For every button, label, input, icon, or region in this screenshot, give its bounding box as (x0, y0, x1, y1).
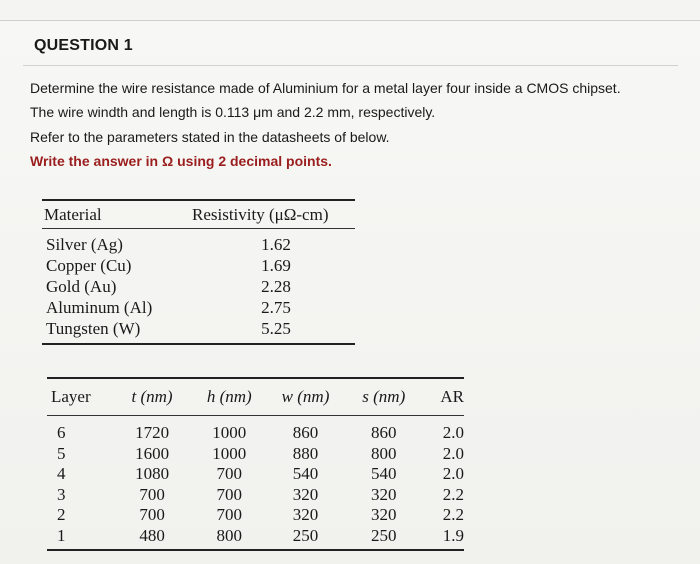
cell: 1600 (135, 443, 170, 463)
material-cell: Copper (Cu) (46, 255, 132, 275)
cell: 860 (292, 423, 319, 443)
header-s: s (nm) (362, 387, 406, 406)
cell: 1000 (212, 443, 247, 463)
cell: 250 (371, 525, 397, 545)
cell: 800 (371, 443, 397, 463)
cell: 540 (371, 464, 397, 484)
layer-table-header-row (47, 379, 464, 415)
table-row (47, 505, 464, 526)
layer-table (47, 377, 464, 551)
table-header-row (42, 201, 355, 228)
cell: 250 (292, 525, 319, 545)
cell: 320 (292, 484, 319, 504)
question-instruction: Write the answer in Ω using 2 decimal points. (30, 153, 332, 169)
cell: 2.0 (442, 443, 464, 463)
cell: 320 (292, 505, 319, 525)
cell: 6 (57, 423, 66, 443)
table-row (42, 234, 355, 255)
header-w: w (nm) (281, 387, 330, 406)
cell: 5 (57, 443, 66, 463)
cell: 880 (292, 443, 319, 463)
cell: 1.9 (442, 525, 464, 545)
question-title: QUESTION 1 (34, 37, 133, 54)
material-cell: Aluminum (Al) (46, 297, 153, 317)
header-material: Material (44, 204, 102, 224)
question-text-line-2: The wire windth and length is 0.113 μm and 2.2 mm, respectively. (30, 104, 436, 120)
cell: 1080 (135, 464, 170, 484)
header-h: h (nm) (206, 387, 252, 406)
table-row (42, 297, 355, 318)
cell: 700 (216, 484, 243, 504)
resistivity-table (42, 199, 355, 345)
cell: 2.0 (442, 423, 464, 443)
cell: 320 (371, 505, 397, 525)
table-row (42, 255, 355, 276)
table-row (42, 276, 355, 297)
cell: 2.2 (442, 505, 464, 525)
cell: 700 (216, 464, 243, 484)
cell: 540 (292, 464, 319, 484)
table-row (47, 423, 464, 444)
cell: 860 (371, 423, 397, 443)
resistivity-cell: 1.69 (261, 255, 291, 275)
material-cell: Tungsten (W) (46, 318, 141, 338)
cell: 700 (139, 484, 165, 504)
cell: 1000 (212, 423, 247, 443)
cell: 1 (57, 525, 66, 545)
cell: 800 (216, 525, 243, 545)
layer-table-bottom-rule (47, 549, 464, 551)
cell: 1720 (135, 423, 170, 443)
header-resistivity: Resistivity (μΩ-cm) (192, 204, 329, 224)
cell: 320 (371, 484, 397, 504)
question-text-line-3: Refer to the parameters stated in the datasheets of below. (30, 129, 390, 145)
table-bottom-rule (42, 343, 355, 345)
resistivity-cell: 2.75 (261, 297, 291, 317)
material-cell: Gold (Au) (46, 276, 117, 296)
cell: 3 (57, 484, 66, 504)
header-layer: Layer (51, 387, 91, 406)
header-ar: AR (440, 387, 464, 406)
table-row (42, 318, 355, 339)
material-cell: Silver (Ag) (46, 234, 123, 254)
cell: 700 (139, 505, 165, 525)
cell: 480 (139, 525, 165, 545)
cell: 4 (57, 464, 66, 484)
table-row (47, 444, 464, 465)
table-row (47, 485, 464, 506)
resistivity-cell: 1.62 (261, 234, 291, 254)
resistivity-cell: 5.25 (261, 318, 291, 338)
cell: 2 (57, 505, 66, 525)
cell: 700 (216, 505, 243, 525)
header-t: t (nm) (131, 387, 173, 406)
question-text-line-1: Determine the wire resistance made of Aluminium for a metal layer four inside a CMOS chipset. (30, 80, 621, 96)
resistivity-cell: 2.28 (261, 276, 291, 296)
cell: 2.2 (442, 484, 464, 504)
cell: 2.0 (442, 464, 464, 484)
table-row (47, 526, 464, 547)
table-row (47, 464, 464, 485)
title-divider (23, 65, 678, 66)
